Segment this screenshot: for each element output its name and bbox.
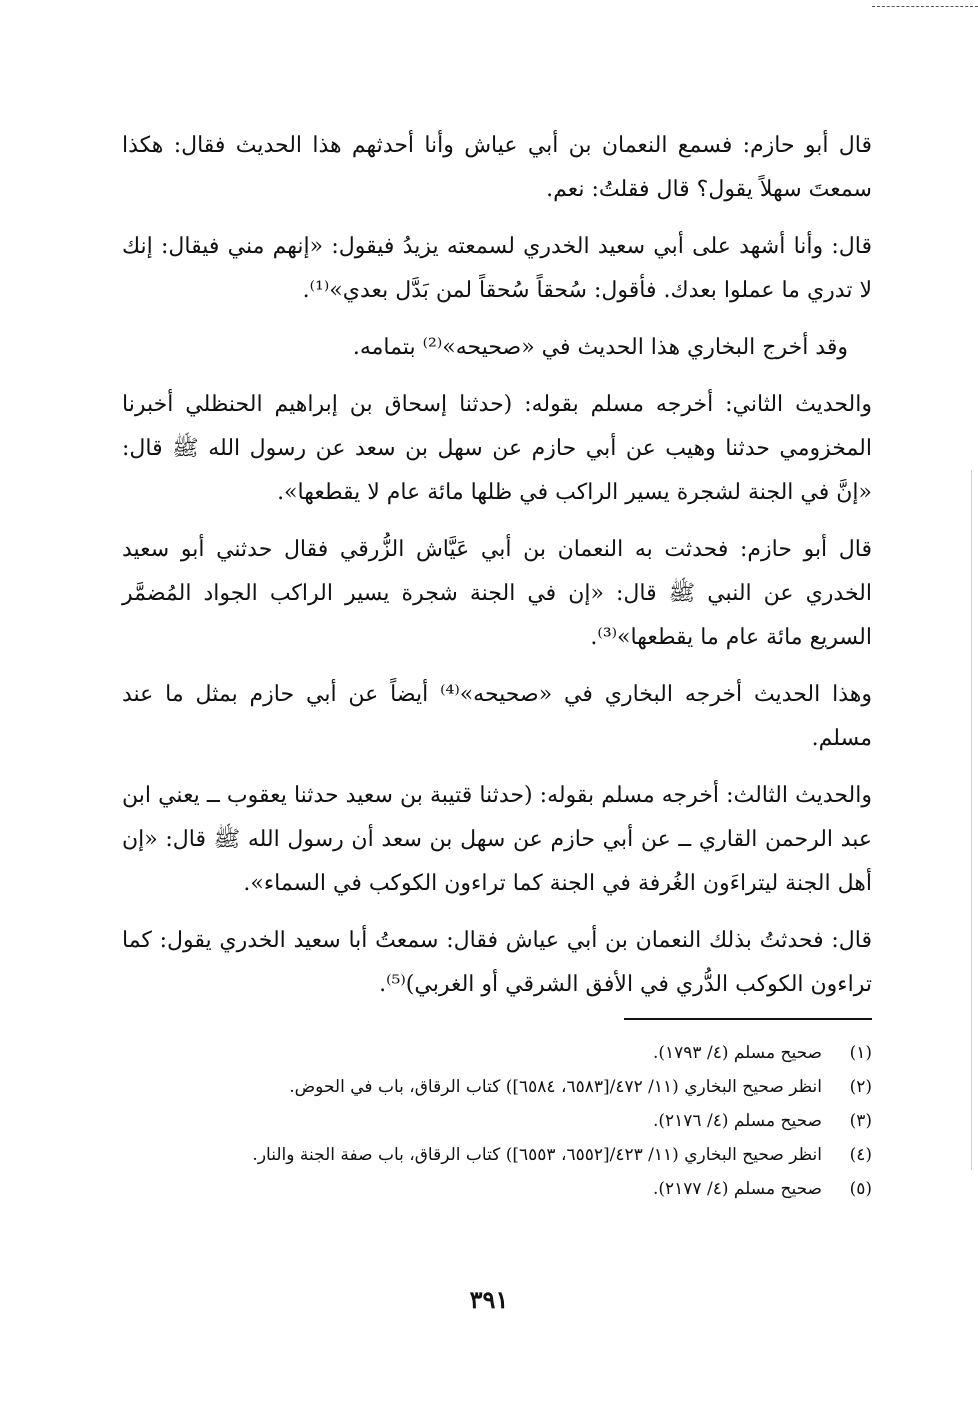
paragraph-bukhari-same: وهذا الحديث أخرجه البخاري في «صحيحه»⁽⁴⁾ أيضاً عن أبي حازم بمثل ما عند مسلم. (122, 682, 872, 751)
footnote-2 (118, 1070, 872, 1104)
footnote-text: صحيح مسلم (٤/ ٢١٧٧). (652, 1179, 822, 1199)
paragraph-tree-in-paradise: قال أبو حازم: فحدثت به النعمان بن أبي عَيَّاش الزُّرقي فقال حدثني أبو سعيد الخدري عن النبي ﷺ قال: «إن في الجنة شجرة يسير الراكب الجواد المُضمَّر السريع مائة عام ما يقطعها»⁽³⁾. (122, 537, 872, 650)
main-text (122, 124, 872, 1020)
footnote-text: صحيح مسلم (٤/ ٢١٧٦). (652, 1111, 822, 1131)
scan-top-rule (872, 6, 978, 7)
scan-page-edge (971, 470, 972, 1170)
footnote-4 (118, 1138, 872, 1172)
footnotes (118, 1036, 872, 1206)
paragraph-third-hadith: والحديث الثالث: أخرجه مسلم بقوله: (حدثنا قتيبة بن سعيد حدثنا يعقوب ــ يعني ابن عبد الرحمن القاري ــ عن أبي حازم عن سهل بن سعد أن رسول الله ﷺ قال: «إن أهل الجنة ليتراءَون الغُرفة في الجنة كما تراءون الكوكب في السماء». (122, 783, 872, 896)
paragraph-second-hadith: والحديث الثاني: أخرجه مسلم بقوله: (حدثنا إسحاق بن إبراهيم الحنظلي أخبرنا المخزومي حدثنا وهيب عن أبي حازم عن سهل بن سعد عن رسول الله ﷺ قال: «إنَّ في الجنة لشجرة يسير الراكب في ظلها مائة عام لا يقطعها». (122, 392, 872, 505)
footnote-text: صحيح مسلم (٤/ ١٧٩٣). (652, 1043, 822, 1063)
page-number: ٣٩١ (469, 1285, 509, 1314)
paragraph-bukhari-reference: وقد أخرج البخاري هذا الحديث في «صحيحه»⁽²⁾ بتمامه. (352, 335, 848, 360)
paragraph-shining-star: قال: فحدثتُ بذلك النعمان بن أبي عياش فقال: سمعتُ أبا سعيد الخدري يقول: كما تراءون الكوكب الدُّري في الأفق الشرقي أو الغربي)⁽⁵⁾. (122, 928, 872, 997)
footnote-5 (118, 1172, 872, 1206)
footnote-text: انظر صحيح البخاري (١١/ ٤٢٣/[٦٥٥٢، ٦٥٥٣]) كتاب الرقاق، باب صفة الجنة والنار. (252, 1145, 822, 1165)
footnote-number: (٢) (849, 1077, 872, 1097)
footnote-number: (١) (849, 1043, 872, 1063)
paragraph-abu-hazim: قال أبو حازم: فسمع النعمان بن أبي عياش وأنا أحدثهم هذا الحديث فقال: هكذا سمعتَ سهلاً يقول؟ قال فقلتُ: نعم. (122, 133, 872, 202)
footnote-text: انظر صحيح البخاري (١١/ ٤٧٢/[٦٥٨٣، ٦٥٨٤]) كتاب الرقاق، باب في الحوض. (289, 1077, 822, 1097)
footnote-number: (٤) (849, 1145, 872, 1165)
footnote-1 (118, 1036, 872, 1070)
footnote-number: (٣) (849, 1111, 872, 1131)
footnote-3 (118, 1104, 872, 1138)
footnote-number: (٥) (849, 1179, 872, 1199)
footnote-separator (624, 1018, 872, 1020)
paragraph-abu-said-testimony: قال: وأنا أشهد على أبي سعيد الخدري لسمعته يزيدُ فيقول: «إنهم مني فيقال: إنك لا تدري ما عملوا بعدك. فأقول: سُحقاً سُحقاً لمن بَدَّل بعدي»⁽¹⁾. (122, 234, 872, 303)
